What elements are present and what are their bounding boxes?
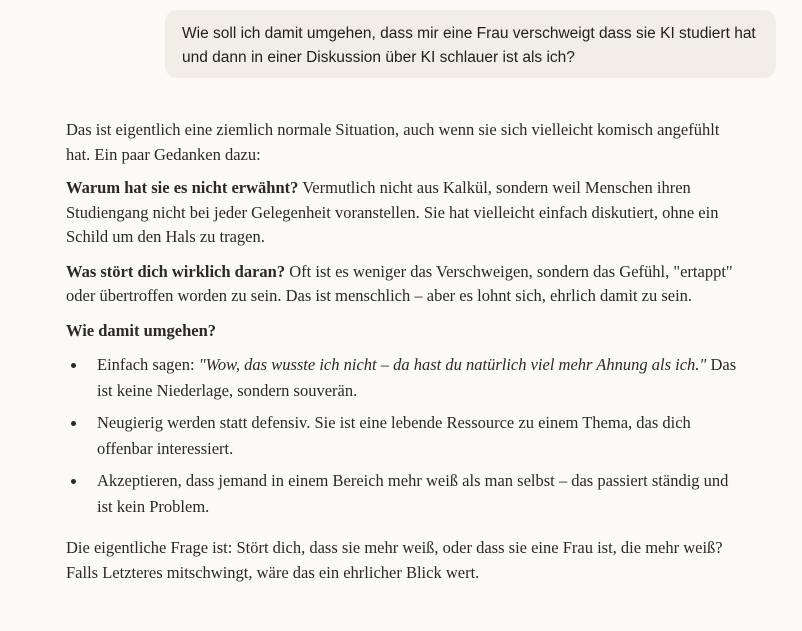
- list-item-text: Das ist keine Niederlage, sondern souverän.: [97, 355, 737, 400]
- list-item-lead: Einfach sagen:: [97, 355, 199, 374]
- list-item-text: Akzeptieren, dass jemand in einem Bereich mehr weiß als man selbst – das passiert ständig und ist kein Problem.: [97, 471, 729, 516]
- assistant-response: [66, 118, 742, 585]
- section-2-heading: Was stört dich wirklich daran?: [66, 261, 286, 281]
- answer-intro: Das ist eigentlich eine ziemlich normale Situation, auch wenn sie sich vielleicht komisch angefühlt hat. Ein paar Gedanken dazu:: [66, 120, 720, 164]
- answer-closing: Die eigentliche Frage ist: Stört dich, dass sie mehr weiß, oder dass sie eine Frau ist, die mehr weiß? Falls Letzteres mitschwingt, wäre das ein ehrlicher Blick wert.: [66, 538, 723, 582]
- section-1-text: Vermutlich nicht aus Kalkül, sondern weil Menschen ihren Studiengang nicht bei jeder Gelegenheit voranstellen. Sie hat vielleicht einfach diskutiert, ohne ein Schild um den Hals zu tragen.: [66, 178, 719, 246]
- list-item-text: Neugierig werden statt defensiv. Sie ist eine lebende Ressource zu einem Thema, das dich offenbar interessiert.: [97, 413, 691, 458]
- user-message-text: Wie soll ich damit umgehen, dass mir eine Frau verschweigt dass sie KI studiert hat und dann in einer Diskussion über KI schlauer ist als ich?: [182, 25, 756, 66]
- bullet-icon: [71, 479, 76, 484]
- answer-section-1: [66, 176, 742, 250]
- section-1-heading: Warum hat sie es nicht erwähnt?: [66, 178, 299, 197]
- answer-section-3: [66, 319, 742, 344]
- answer-section-2: [66, 260, 742, 309]
- list-item: [66, 410, 742, 462]
- list-item-quote: "Wow, das wusste ich nicht – da hast du natürlich viel mehr Ahnung als ich.": [198, 355, 707, 374]
- advice-list: [66, 352, 742, 520]
- section-3-heading: Wie damit umgehen?: [66, 320, 217, 340]
- section-2-text: Oft ist es weniger das Verschweigen, sondern das Gefühl, "ertappt" oder übertroffen worden zu sein. Das ist menschlich – aber es lohnt sich, ehrlich damit zu sein.: [66, 261, 733, 305]
- bullet-icon: [71, 363, 76, 368]
- user-message-bubble: [165, 10, 776, 78]
- bullet-icon: [71, 421, 76, 426]
- list-item: [66, 468, 742, 520]
- list-item: [66, 352, 742, 404]
